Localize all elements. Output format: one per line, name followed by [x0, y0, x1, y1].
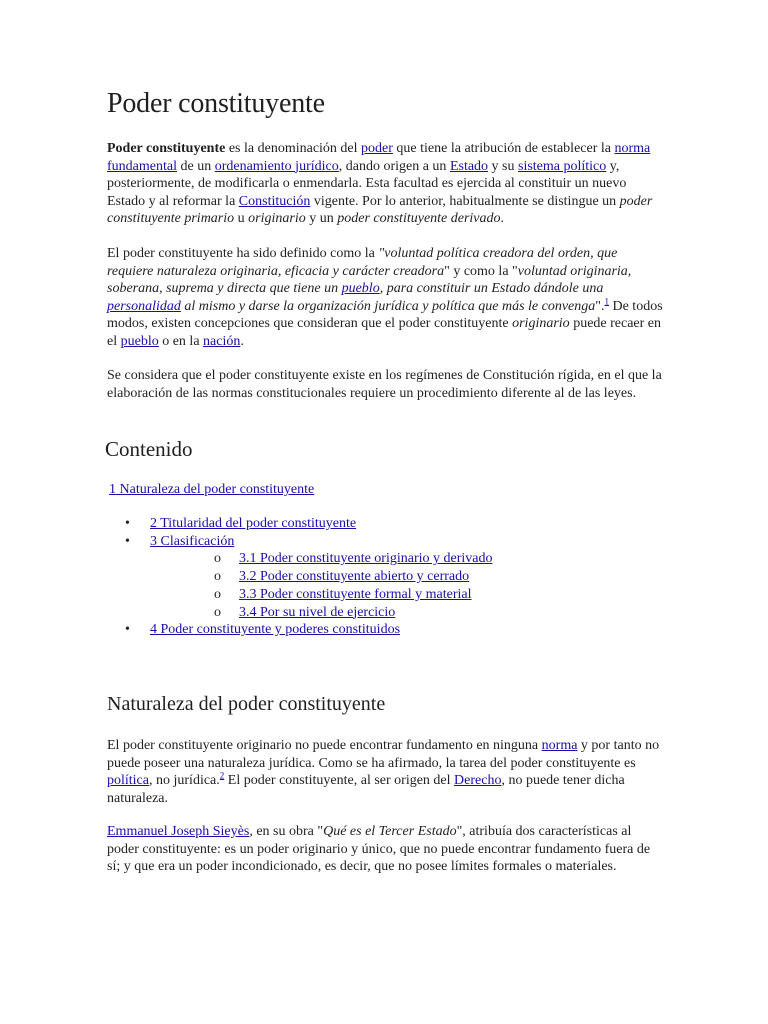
nature-paragraph: [107, 737, 663, 807]
page-title: Poder constituyente: [107, 88, 325, 119]
sieyes-paragraph: [107, 823, 663, 876]
text: El poder constituyente originario no puede encontrar fundamento en ninguna: [107, 738, 542, 753]
text: , no jurídica.: [149, 773, 220, 788]
toc-link-abierto-cerrado[interactable]: 3.2 Poder constituyente abierto y cerrado: [239, 569, 470, 585]
link-poder[interactable]: poder: [361, 141, 393, 156]
text: y un: [305, 211, 338, 226]
link-sistema-politico[interactable]: sistema político: [518, 158, 607, 174]
text: , no puede tener dicha naturaleza.: [107, 773, 625, 806]
toc-item-3: [107, 533, 493, 622]
text: y, posteriormente, de modificarla o enmendarla. Esta facultad es ejercida al constituir un nuevo Estado y al reformar la: [107, 158, 627, 209]
text: u: [234, 211, 249, 226]
link-norma[interactable]: norma: [541, 738, 578, 753]
circle-bullet-icon: o: [214, 569, 221, 585]
link-constitucion[interactable]: Constitución: [238, 193, 311, 209]
section-heading: Naturaleza del poder constituyente: [107, 693, 386, 715]
toc-item-3-3: [150, 586, 493, 604]
circle-bullet-icon: o: [214, 586, 221, 602]
link-estado[interactable]: Estado: [449, 158, 489, 174]
toc-item-1: [109, 481, 314, 499]
text: .: [500, 211, 505, 226]
reference-1[interactable]: 1: [604, 295, 609, 306]
toc-item-3-2: [150, 568, 493, 586]
text: y su: [488, 158, 518, 174]
link-sieyes[interactable]: Emmanuel Joseph Sieyès: [107, 824, 250, 839]
link-ordenamiento-juridico[interactable]: ordenamiento jurídico: [214, 158, 339, 174]
text: .: [240, 333, 244, 349]
text: , dando origen a un: [338, 158, 450, 174]
text: , en su obra ": [249, 824, 324, 839]
toc-item-3-4: [150, 604, 493, 622]
toc-item-3-1: [150, 550, 493, 568]
definition-paragraph: [107, 245, 663, 350]
toc-link-formal-material[interactable]: 3.3 Poder constituyente formal y material: [239, 586, 472, 602]
italic-text: voluntad originaria, soberana, suprema y directa que tiene un: [107, 263, 632, 296]
text: es la denominación del: [225, 141, 362, 156]
italic-text: al mismo y darse la organización jurídica y política que más le convenga: [180, 298, 596, 314]
italic-text: Qué es el Tercer Estado: [323, 824, 457, 839]
text: y por tanto no puede poseer una naturaleza jurídica. Como se ha afirmado, la tarea del poder constituyente es: [107, 738, 660, 771]
toc-link-poderes-constituidos[interactable]: 4 Poder constituyente y poderes constituidos: [150, 622, 401, 638]
link-politica[interactable]: política: [107, 773, 149, 788]
text: El poder constituyente, al ser origen del: [224, 773, 455, 788]
toc-link-nivel-ejercicio[interactable]: 3.4 Por su nivel de ejercicio: [239, 604, 396, 620]
text: De todos modos, existen concepciones que consideran que el poder constituyente: [107, 298, 663, 331]
text: " y como la ": [444, 263, 518, 279]
text: ", atribuía dos características al poder constituyente: es un poder originario y único, que no puede encontrar fundamento fuera de sí; y que era un poder incondicionado, es decir, que no posee límites formales o materiales.: [107, 824, 651, 874]
toc-sublist: [150, 550, 493, 621]
bullet-icon: •: [125, 533, 130, 549]
text: puede recaer en el: [107, 316, 662, 349]
toc-link-originario-derivado[interactable]: 3.1 Poder constituyente originario y derivado: [239, 551, 493, 567]
toc-link-clasificacion[interactable]: 3 Clasificación: [150, 533, 235, 549]
italic-text: "voluntad política creadora del orden, que requiere naturaleza originaria, eficacia y carácter creadora: [107, 246, 618, 279]
toc-link-titularidad[interactable]: 2 Titularidad del poder constituyente: [150, 516, 357, 531]
intro-paragraph: [107, 140, 663, 228]
bullet-icon: •: [125, 516, 130, 531]
circle-bullet-icon: o: [214, 604, 221, 620]
contents-heading: Contenido: [105, 437, 193, 461]
circle-bullet-icon: o: [214, 551, 221, 567]
text: El poder constituyente ha sido definido como la: [107, 246, 379, 261]
table-of-contents: [107, 515, 493, 639]
bullet-icon: •: [125, 622, 130, 638]
toc-item-4: [107, 621, 493, 639]
link-nacion[interactable]: nación: [203, 333, 241, 349]
text: vigente. Por lo anterior, habitualmente se distingue un: [310, 193, 620, 209]
italic-text: originario: [512, 316, 570, 331]
rigid-constitution-paragraph: Se considera que el poder constituyente existe en los regímenes de Constitución rígida, en el que la elaboración de las normas constitucionales requiere un procedimiento diferente al de las leyes.: [107, 368, 662, 401]
toc-link-naturaleza[interactable]: 1 Naturaleza del poder constituyente: [109, 482, 315, 497]
link-norma-fundamental[interactable]: norma fundamental: [107, 141, 651, 174]
text: ".: [595, 298, 605, 314]
toc-item-2: [107, 515, 493, 533]
link-derecho[interactable]: Derecho: [454, 773, 502, 788]
link-personalidad[interactable]: personalidad: [107, 298, 181, 314]
italic-text: originario: [248, 211, 306, 226]
italic-text: poder constituyente primario: [107, 193, 653, 226]
italic-text: poder constituyente derivado: [337, 211, 501, 226]
italic-text: , para constituir un Estado dándole una: [379, 281, 604, 296]
link-pueblo-2[interactable]: pueblo: [120, 333, 159, 349]
text: o en la: [158, 333, 204, 349]
lead-term: Poder constituyente: [107, 141, 226, 156]
link-pueblo[interactable]: pueblo: [341, 281, 380, 296]
text: de un: [176, 158, 215, 174]
text: que tiene la atribución de establecer la: [392, 141, 615, 156]
reference-2[interactable]: 2: [219, 770, 225, 781]
